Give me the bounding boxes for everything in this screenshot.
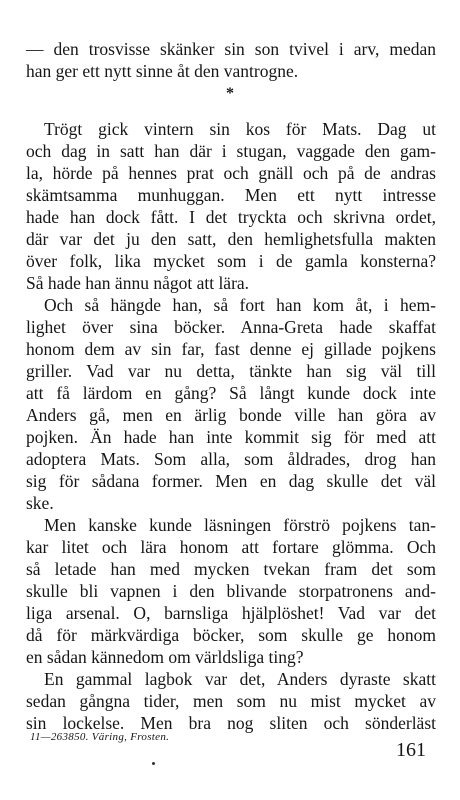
- text-line: adoptera Mats. Som alla, som åldrades, drog han: [26, 449, 436, 469]
- text-line: och dag in satt han där i stugan, vaggade den gam-: [26, 141, 436, 161]
- page-number: 161: [396, 739, 426, 761]
- text-line: En gammal lagbok var det, Anders dyraste skatt: [44, 669, 436, 689]
- print-speck: [152, 762, 155, 765]
- text-line: Och så hängde han, så fort han kom åt, i hem-: [44, 295, 436, 315]
- section-ornament: *: [226, 85, 234, 102]
- text-line: sig för sådana former. Men en dag skulle det väl: [26, 471, 436, 491]
- text-line: så letade han med mycken tvekan fram det som: [26, 559, 436, 579]
- printer-signature: 11—263850. Väring, Frosten.: [30, 731, 170, 743]
- text-line: över folk, lika mycket som i de gamla konsterna?: [26, 251, 436, 271]
- text-line: där var det ju den satt, den hemlighetsfulla makten: [26, 229, 436, 249]
- text-line: honom dem av sin far, fast denne ej gillade pojkens: [26, 339, 436, 359]
- text-line: skulle bli vapnen i den blivande storpatronens and-: [26, 581, 436, 601]
- text-line: ske.: [26, 493, 54, 513]
- text-line: griller. Vad var nu detta, tänkte han sig väl till: [26, 361, 436, 381]
- text-line: sin lockelse. Men bra nog sliten och sönderläst: [26, 713, 436, 733]
- text-line: skämtsamma munhuggan. Men ett nytt intresse: [26, 185, 436, 205]
- text-line: la, hörde på hennes prat och gnäll och på de andras: [26, 163, 436, 183]
- text-line: — den trosvisse skänker sin son tvivel i arv, medan: [26, 39, 436, 59]
- text-line: kar litet och lära honom att fortare glömma. Och: [26, 537, 436, 557]
- text-line: Anders gå, men en ärlig bonde ville han göra av: [26, 405, 436, 425]
- text-line: då för märkvärdiga böcker, som skulle ge honom: [26, 625, 436, 645]
- text-line: Så hade han ännu något att lära.: [26, 273, 250, 293]
- text-line: pojken. Än hade han inte kommit sig för med att: [26, 427, 436, 447]
- text-line: Men kanske kunde läsningen förströ pojkens tan-: [44, 515, 436, 535]
- text-line: en sådan kännedom om världsliga ting?: [26, 647, 304, 667]
- text-line: hade han dock fått. I det tryckta och skrivna ordet,: [26, 207, 436, 227]
- text-line: att få lärdom en gång? Så långt kunde dock inte: [26, 383, 436, 403]
- text-line: lighet över sina böcker. Anna-Greta hade skaffat: [26, 317, 436, 337]
- text-line: sedan gångna tider, men som nu mist mycket av: [26, 691, 436, 711]
- text-line: Trögt gick vintern sin kos för Mats. Dag ut: [44, 119, 436, 139]
- text-line: han ger ett nytt sinne åt den vantrogne.: [26, 61, 299, 81]
- text-line: liga arsenal. O, barnsliga hjälplöshet! Vad var det: [26, 603, 436, 623]
